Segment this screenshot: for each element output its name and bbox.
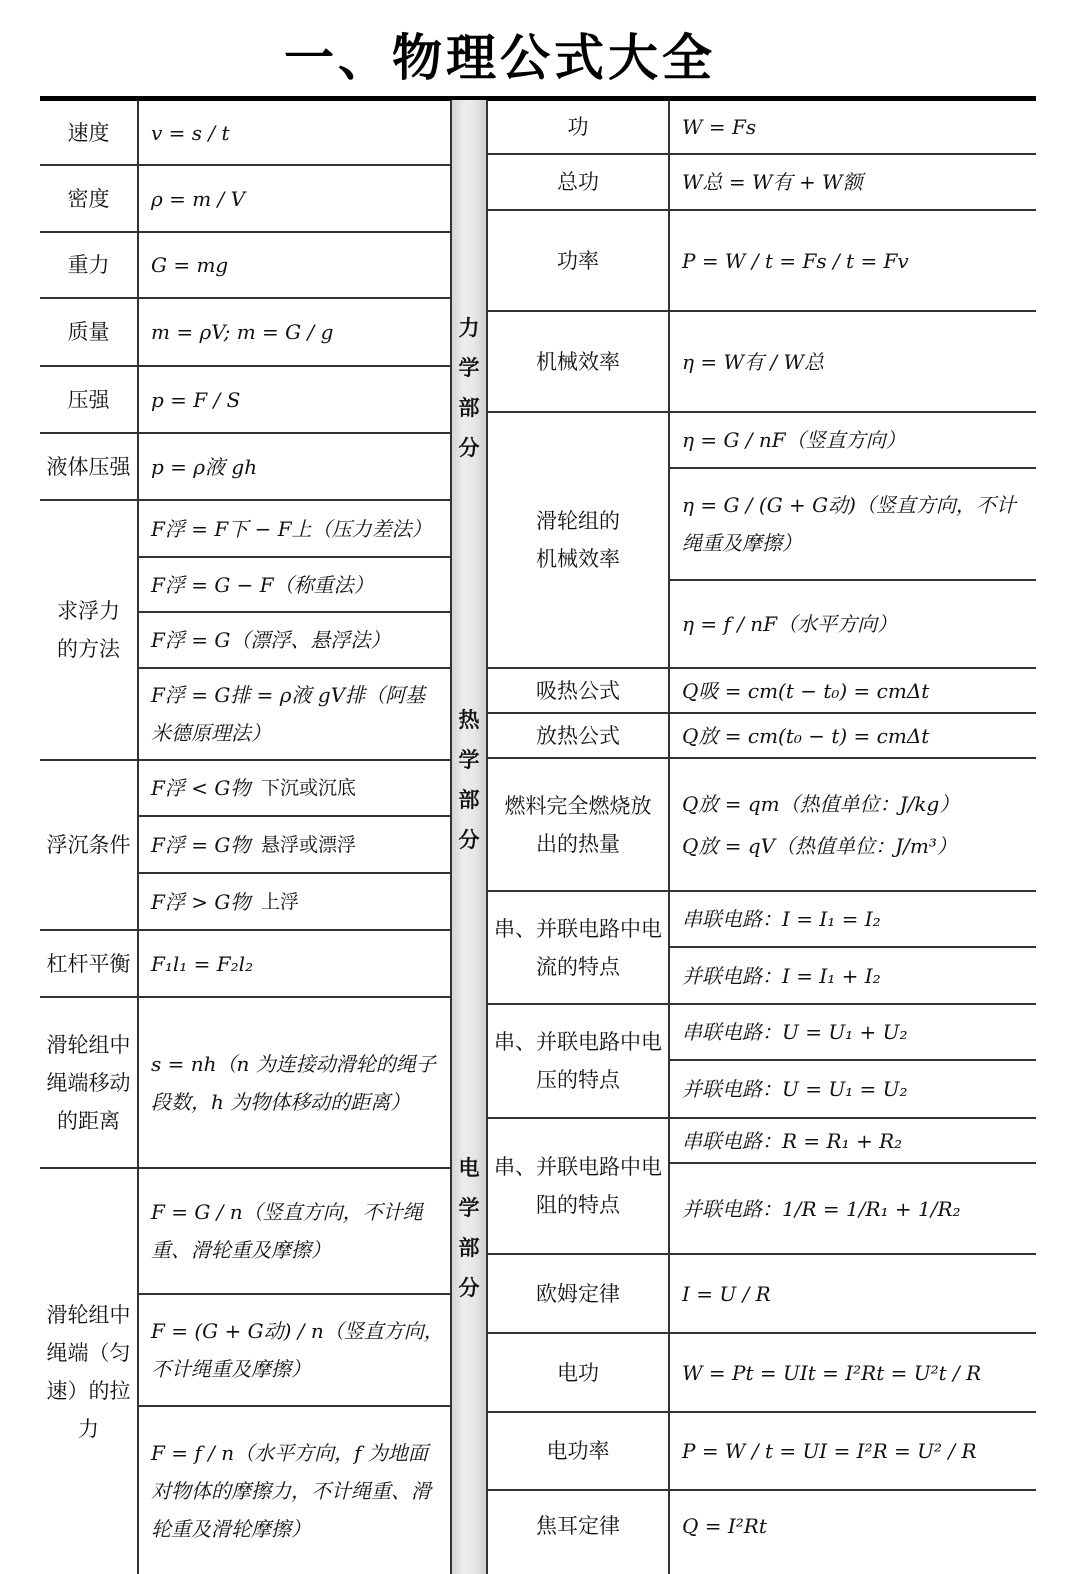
formula-pulley-force-vertical: F = G / n（竖直方向，不计绳重、滑轮重及摩擦）: [151, 1200, 423, 1262]
formula-buoyancy-weighing: F浮 = G − F（称重法）: [151, 572, 374, 597]
float-sink-formula: F浮 < G物: [151, 776, 251, 800]
page-title: 一、物理公式大全: [284, 29, 716, 87]
formula-buoyancy-pressure-diff: F浮 = F下 − F上（压力差法）: [151, 516, 432, 541]
label-lever: 杠杆平衡: [46, 951, 131, 976]
formula-pulley-distance: s = nh（n 为连接动滑轮的绳子段数，h 为物体移动的距离）: [151, 1051, 436, 1114]
label-density: 密度: [67, 186, 110, 211]
formula-electric-power: P = W / t = UI = I²R = U² / R: [682, 1439, 977, 1463]
formula-buoyancy-floating: F浮 = G（漂浮、悬浮法）: [151, 628, 391, 652]
section-char: 力: [458, 316, 480, 340]
formula-efficiency: η = W有 / W总: [682, 349, 825, 374]
label-current: 串、并联电路中电流的特点: [494, 916, 662, 979]
formula-ohm: I = U / R: [682, 1281, 771, 1306]
label-heat-release: 放热公式: [536, 723, 620, 748]
formula-power: P = W / t = Fs / t = Fv: [682, 248, 909, 273]
formula-fuel-volume: Q放 = qV（热值单位：J/m³）: [682, 833, 957, 858]
label-fuel: 燃料完全燃烧放出的热量: [504, 793, 652, 856]
float-sink-row: [139, 817, 450, 872]
formula-pressure: p = F / S: [151, 387, 241, 412]
label-speed: 速度: [67, 120, 110, 145]
float-sink-formula: F浮 > G物: [151, 889, 251, 914]
section-char: 热: [458, 708, 480, 732]
formula-fuel-mass: Q放 = qm（热值单位：J/kg）: [682, 791, 960, 816]
label-resistance: 串、并联电路中电阻的特点: [494, 1155, 662, 1217]
float-sink-result: 悬浮或漂浮: [261, 833, 357, 856]
formula-work: W = Fs: [682, 115, 757, 139]
formula-pulley-efficiency-with-pulley: η = G / (G + G动)（竖直方向，不计绳重及摩擦）: [682, 493, 1016, 555]
section-char: 部: [458, 788, 480, 812]
float-sink-formula: F浮 = G物: [151, 832, 251, 857]
label-pressure: 压强: [67, 387, 110, 412]
float-sink-result: 下沉或沉底: [261, 777, 357, 799]
formula-heat-absorb: Q吸 = cm(t − t₀) = cmΔt: [682, 678, 930, 703]
section-mechanics: [452, 308, 486, 468]
section-char: 学: [458, 1196, 480, 1220]
section-char: 分: [458, 1276, 480, 1300]
section-electric: [452, 1148, 486, 1308]
formula-current-parallel: 并联电路：I = I₁ + I₂: [682, 963, 881, 988]
label-pulley-distance: 滑轮组中绳端移动的距离: [46, 1032, 131, 1133]
formula-gravity: G = mg: [151, 253, 229, 277]
formula-mass: m = ρV; m = G / g: [151, 320, 334, 344]
section-char: 分: [458, 436, 480, 460]
section-thermal: [452, 700, 486, 860]
section-char: 学: [458, 356, 480, 380]
formula-voltage-series: 串联电路：U = U₁ + U₂: [682, 1020, 908, 1044]
section-char: 部: [458, 1236, 480, 1260]
formula-pulley-efficiency-horizontal: η = f / nF（水平方向）: [682, 612, 898, 636]
section-char: 部: [458, 396, 480, 420]
float-sink-row: [139, 874, 450, 929]
label-gravity: 重力: [67, 253, 110, 277]
label-power: 功率: [557, 248, 599, 273]
formula-lever: F₁l₁ = F₂l₂: [151, 951, 254, 976]
formula-current-series: 串联电路：I = I₁ = I₂: [682, 907, 881, 931]
label-joule: 焦耳定律: [536, 1514, 620, 1538]
float-sink-result: 上浮: [261, 890, 300, 913]
label-work: 功: [567, 115, 589, 139]
label-efficiency: 机械效率: [536, 349, 620, 374]
formula-pulley-force-with-pulley: F = (G + G动) / n（竖直方向，不计绳重及摩擦）: [151, 1319, 444, 1381]
formula-liquid-pressure: p = ρ液 gh: [151, 454, 258, 479]
formula-resistance-series: 串联电路：R = R₁ + R₂: [682, 1128, 903, 1153]
formula-buoyancy-archimedes: F浮 = G排 = ρ液 gV排（阿基米德原理法）: [151, 683, 426, 745]
formula-resistance-parallel: 并联电路：1/R = 1/R₁ + 1/R₂: [682, 1196, 961, 1221]
left-table-edge: [450, 100, 452, 1574]
label-float-sink: 浮沉条件: [46, 833, 131, 857]
formula-voltage-parallel: 并联电路：U = U₁ = U₂: [682, 1077, 908, 1101]
section-char: 学: [458, 748, 480, 772]
label-heat-absorb: 吸热公式: [536, 678, 620, 703]
label-ohm: 欧姆定律: [536, 1281, 620, 1306]
formula-pulley-efficiency-vertical: η = G / nF（竖直方向）: [682, 428, 906, 452]
formula-fuel: [670, 759, 1036, 890]
float-sink-row: [139, 761, 450, 815]
label-mass: 质量: [67, 320, 110, 344]
formula-total-work: W总 = W有 + W额: [682, 170, 863, 194]
formula-joule: Q = I²Rt: [682, 1514, 767, 1538]
formula-density: ρ = m / V: [151, 186, 246, 211]
label-total-work: 总功: [557, 170, 599, 194]
formula-pulley-force-horizontal: F = f / n（水平方向，f 为地面对物体的摩擦力，不计绳重、滑轮重及滑轮摩擦）: [151, 1440, 431, 1541]
label-pulley-efficiency: 滑轮组的机械效率: [536, 509, 620, 571]
label-electric-power: 电功率: [546, 1439, 610, 1463]
formula-heat-release: Q放 = cm(t₀ − t) = cmΔt: [682, 723, 930, 748]
section-char: 电: [458, 1156, 480, 1180]
section-char: 分: [458, 828, 480, 852]
label-voltage: 串、并联电路中电压的特点: [494, 1030, 662, 1092]
formula-speed: v = s / t: [151, 120, 230, 145]
label-buoyancy: 求浮力的方法: [57, 599, 120, 661]
formula-electric-work: W = Pt = UIt = I²Rt = U²t / R: [682, 1360, 982, 1385]
label-electric-work: 电功: [557, 1360, 599, 1385]
label-liquid-pressure: 液体压强: [46, 454, 131, 479]
label-pulley-force: 滑轮组中绳端（匀速）的拉力: [46, 1302, 131, 1441]
